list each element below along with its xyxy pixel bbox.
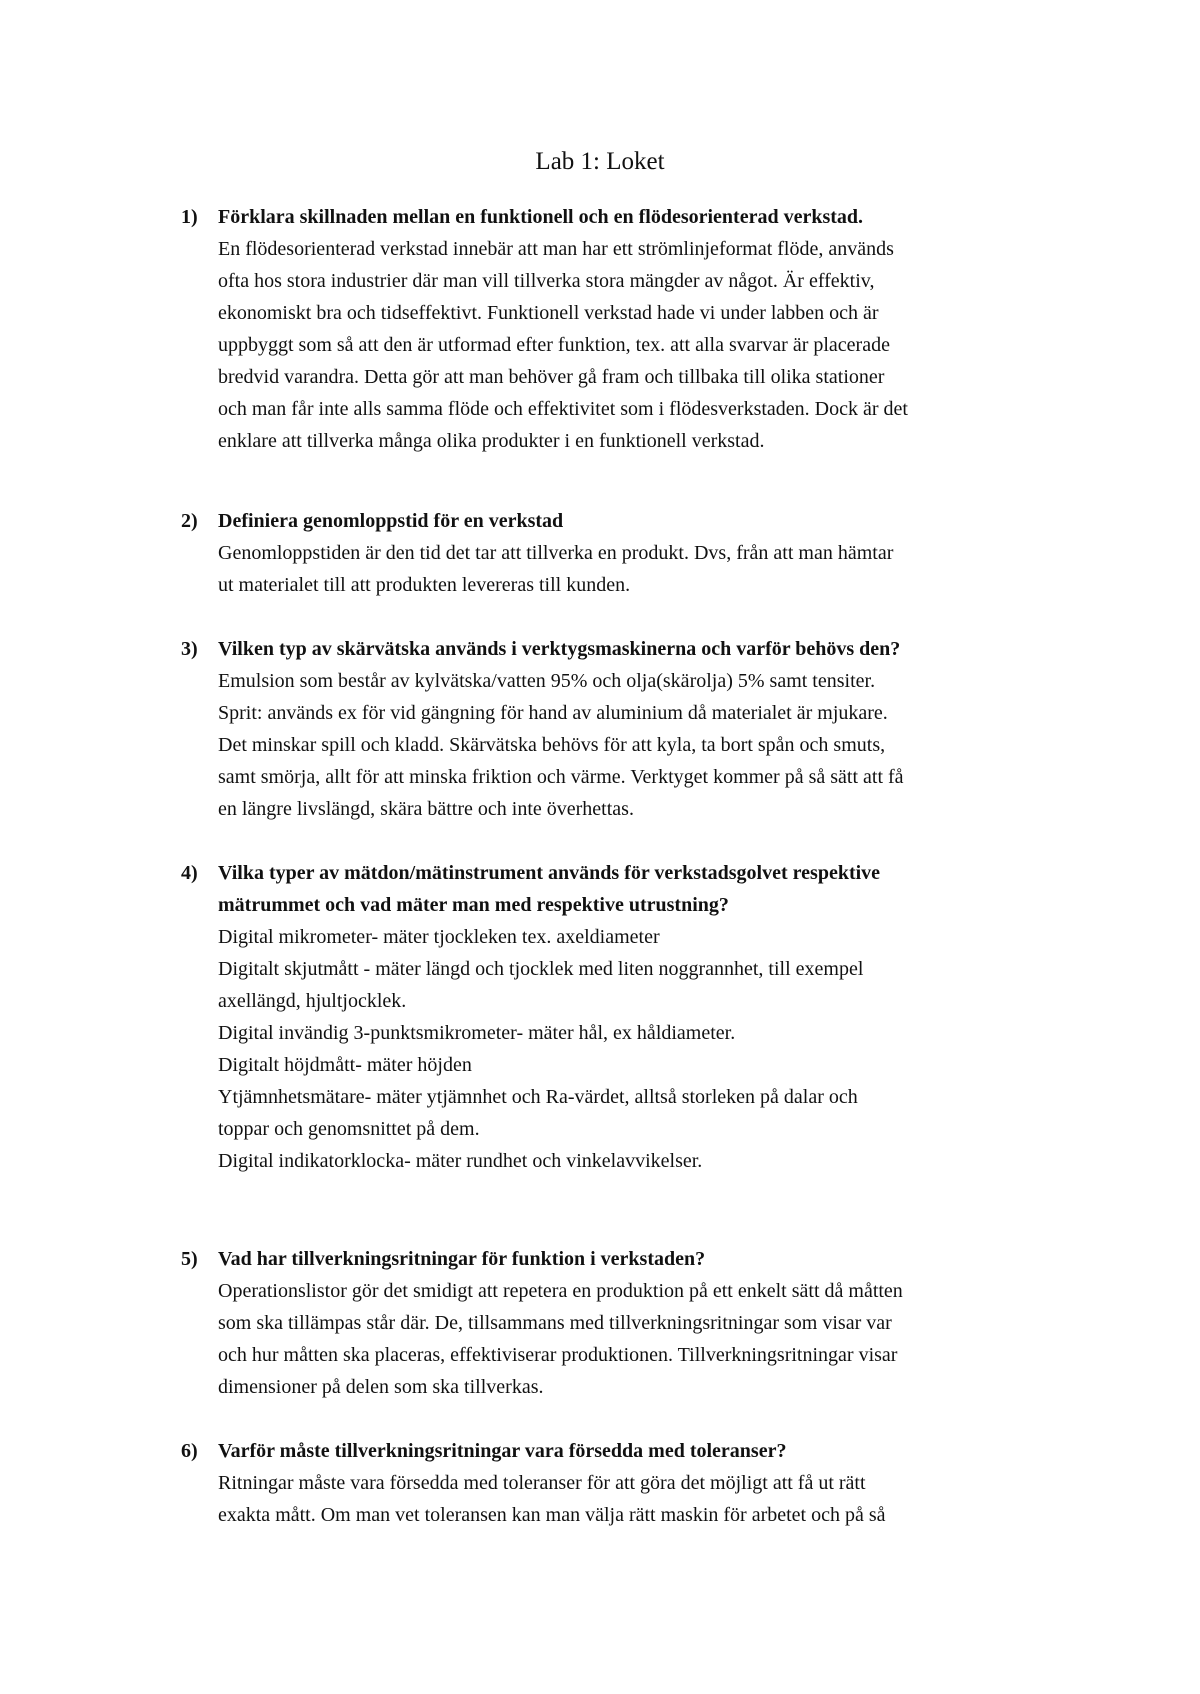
answer-line: Digital mikrometer- mäter tjockleken tex. axeldiameter — [218, 926, 660, 948]
question-number: 4) — [181, 862, 198, 884]
answer-line: Digitalt höjdmått- mäter höjden — [218, 1054, 472, 1076]
answer-text — [181, 1467, 1081, 1531]
answer-line: Operationslistor gör det smidigt att repetera en produktion på ett enkelt sätt då måtten — [218, 1280, 903, 1302]
answer-line: Det minskar spill och kladd. Skärvätska behövs för att kyla, ta bort spån och smuts, — [218, 734, 886, 756]
question-heading-line: Definiera genomloppstid för en verkstad — [218, 510, 564, 532]
question-number: 3) — [181, 638, 198, 660]
answer-line: Emulsion som består av kylvätska/vatten 95% och olja(skärolja) 5% samt tensiter. — [218, 670, 876, 692]
answer-text — [181, 921, 1081, 1177]
question-number: 5) — [181, 1248, 198, 1270]
question-heading-line: Varför måste tillverkningsritningar vara försedda med toleranser? — [218, 1440, 787, 1462]
question-heading — [181, 505, 1081, 537]
answer-line: Ritningar måste vara försedda med toleranser för att göra det möjligt att få ut rätt — [218, 1472, 866, 1494]
answer-line: ekonomiskt bra och tidseffektivt. Funktionell verkstad hade vi under labben och är — [218, 302, 879, 324]
question-heading — [181, 1243, 1081, 1275]
question-heading — [181, 201, 1081, 233]
answer-line: en längre livslängd, skära bättre och inte överhettas. — [218, 798, 634, 820]
answer-line: Digitalt skjutmått - mäter längd och tjocklek med liten noggrannhet, till exempel — [218, 958, 864, 980]
answer-line: Digital invändig 3-punktsmikrometer- mäter hål, ex håldiameter. — [218, 1022, 736, 1044]
question-5 — [181, 1243, 1081, 1403]
question-heading — [181, 1435, 1081, 1467]
question-heading-line: Förklara skillnaden mellan en funktionell och en flödesorienterad verkstad. — [218, 206, 864, 228]
question-number: 2) — [181, 510, 198, 532]
answer-line: Ytjämnhetsmätare- mäter ytjämnhet och Ra-värdet, alltså storleken på dalar och — [218, 1086, 858, 1108]
question-heading — [181, 857, 1081, 921]
answer-line: axellängd, hjultjocklek. — [218, 990, 407, 1012]
question-1 — [181, 201, 1081, 457]
answer-line: En flödesorienterad verkstad innebär att man har ett strömlinjeformat flöde, används — [218, 238, 894, 260]
answer-line: enklare att tillverka många olika produkter i en funktionell verkstad. — [218, 430, 765, 452]
question-6 — [181, 1435, 1081, 1531]
answer-line: som ska tillämpas står där. De, tillsammans med tillverkningsritningar som visar var — [218, 1312, 892, 1334]
answer-line: och hur måtten ska placeras, effektiviserar produktionen. Tillverkningsritningar visar — [218, 1344, 898, 1366]
answer-text — [181, 233, 1081, 457]
answer-line: och man får inte alls samma flöde och effektivitet som i flödesverkstaden. Dock är det — [218, 398, 908, 420]
answer-text — [181, 1275, 1081, 1403]
question-heading — [181, 633, 1081, 665]
answer-line: toppar och genomsnittet på dem. — [218, 1118, 480, 1140]
question-number: 6) — [181, 1440, 198, 1462]
answer-line: Digital indikatorklocka- mäter rundhet och vinkelavvikelser. — [218, 1150, 703, 1172]
question-4 — [181, 857, 1081, 1177]
question-heading-line: Vilka typer av mätdon/mätinstrument används för verkstadsgolvet respektive — [218, 862, 881, 884]
question-heading-line: Vilken typ av skärvätska används i verktygsmaskinerna och varför behövs den? — [218, 638, 901, 660]
question-number: 1) — [181, 206, 198, 228]
answer-line: ut materialet till att produkten levereras till kunden. — [218, 574, 631, 596]
answer-line: Sprit: används ex för vid gängning för hand av aluminium då materialet är mjukare. — [218, 702, 888, 724]
answer-text — [181, 537, 1081, 601]
answer-text — [181, 665, 1081, 825]
question-heading-line: Vad har tillverkningsritningar för funktion i verkstaden? — [218, 1248, 706, 1270]
question-2 — [181, 505, 1081, 601]
answer-line: ofta hos stora industrier där man vill tillverka stora mängder av något. Är effektiv, — [218, 270, 875, 292]
document-title: Lab 1: Loket — [535, 148, 665, 175]
answer-line: Genomloppstiden är den tid det tar att tillverka en produkt. Dvs, från att man hämtar — [218, 542, 894, 564]
question-heading-line: mätrummet och vad mäter man med respektive utrustning? — [218, 894, 729, 916]
question-3 — [181, 633, 1081, 825]
answer-line: bredvid varandra. Detta gör att man behöver gå fram och tillbaka till olika stationer — [218, 366, 885, 388]
answer-line: dimensioner på delen som ska tillverkas. — [218, 1376, 544, 1398]
answer-line: exakta mått. Om man vet toleransen kan man välja rätt maskin för arbetet och på så — [218, 1504, 886, 1526]
answer-line: uppbyggt som så att den är utformad efter funktion, tex. att alla svarvar är placerade — [218, 334, 890, 356]
answer-line: samt smörja, allt för att minska friktion och värme. Verktyget kommer på så sätt att få — [218, 766, 904, 788]
